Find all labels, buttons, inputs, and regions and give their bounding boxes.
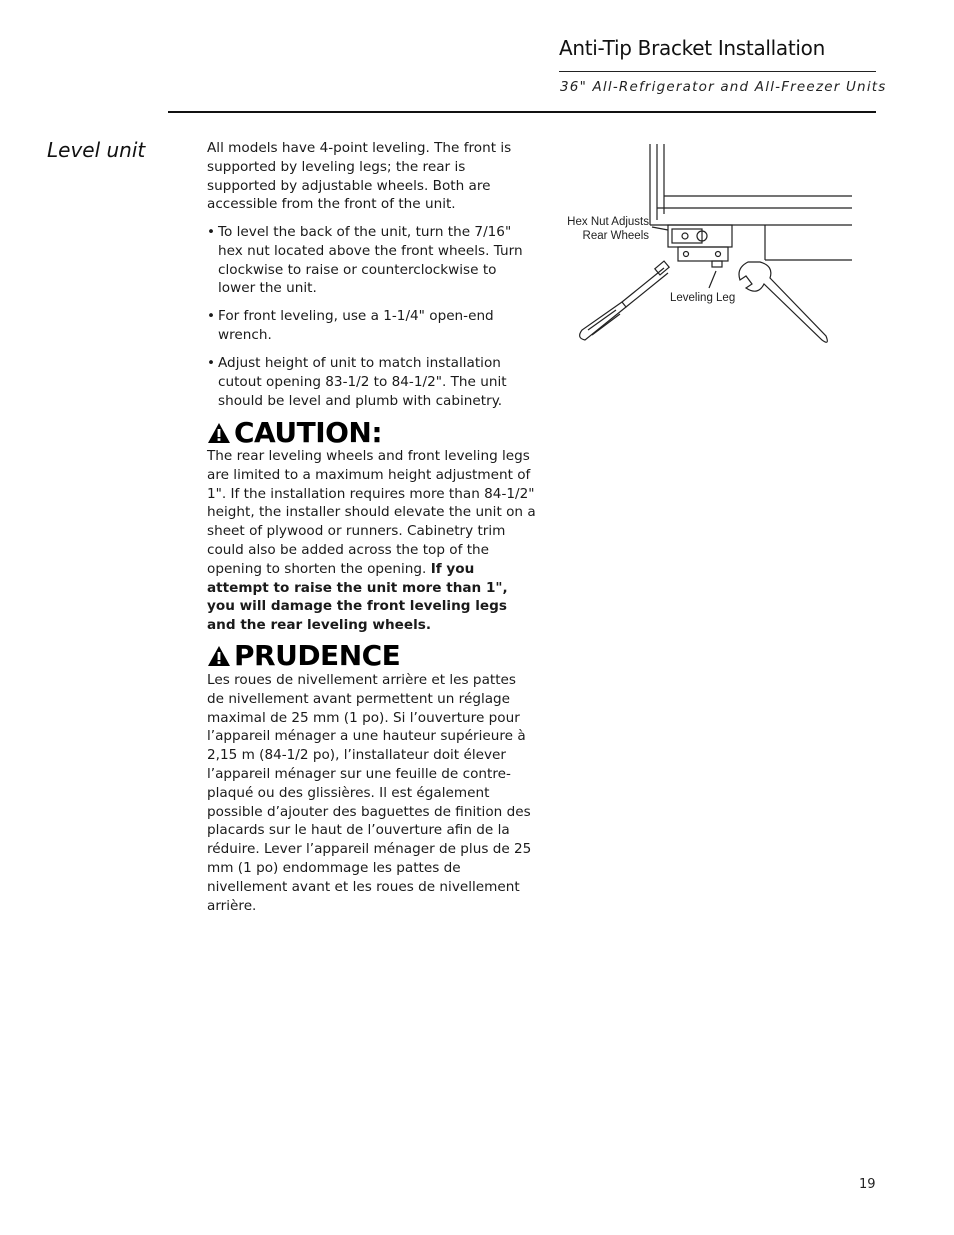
caution-bold-text: If you attempt to raise the unit more than 1", you will damage the front leveling legs and the rear leveling wheels. (207, 560, 508, 634)
leveling-illustration (560, 140, 860, 350)
bullet-symbol: • (207, 355, 216, 371)
figure-label-leveling-leg: Leveling Leg (670, 292, 736, 304)
figure-label-hex-nut-line2: Rear Wheels (582, 229, 649, 242)
header-divider (559, 71, 876, 72)
bullet-text: Adjust height of unit to match installation cutout opening 83-1/2 to 84-1/2". The unit should be level and plumb with cabinetry. (218, 355, 507, 409)
refrigerator-base-drawing (560, 140, 860, 350)
page-header-subtitle: 36" All-Refrigerator and All-Freezer Units (560, 79, 887, 95)
bullet-symbol: • (207, 224, 216, 240)
bullet-text: To level the back of the unit, turn the 7/16" hex nut located above the front wheels. Turn clockwise to raise or counterclockwise to lower the unit. (218, 224, 523, 297)
bullet-symbol: • (207, 308, 216, 324)
warning-triangle-icon (207, 422, 231, 444)
page-header-title: Anti-Tip Bracket Installation (559, 36, 825, 60)
prudence-paragraph: Les roues de nivellement arrière et les pattes de nivellement avant permettent un réglage maximal de 25 mm (1 po). Si l’ouverture pour l’appareil ménager a une hauteur supérieure à 2,15 m (84-1/2 po), l’installateur doit élever l’appareil ménager sur une feuille de contre-plaqué ou des glissières. Il est également possible d’ajouter des baguettes de finition des placards sur le haut de l’ouverture afin de la réduire. Lever l’appareil ménager de plus de 25 mm (1 po) endommage les pattes de nivellement avant et les roues de nivellement arrière. (207, 672, 532, 914)
page-number: 19 (859, 1177, 876, 1192)
prudence-heading-text: PRUDENCE (234, 639, 401, 672)
caution-text: The rear leveling wheels and front leveling legs are limited to a maximum height adjustment of 1". If the installation requires more than 84-1/2" height, the installer should elevate the unit on a sheet of plywood or runners. Cabinetry trim could also be added across the top of the opening to shorten the opening. (207, 448, 536, 577)
intro-paragraph: All models have 4-point leveling. The front is supported by leveling legs; the rear is supported by adjustable wheels. Both are accessible from the front of the unit. (207, 140, 512, 213)
bullet-item (207, 354, 537, 410)
section-title: Level unit (47, 138, 146, 162)
caution-paragraph (207, 447, 537, 635)
bullet-text: For front leveling, use a 1-1/4" open-end wrench. (218, 308, 494, 343)
figure-label-hex-nut-line1: Hex Nut Adjusts (567, 216, 649, 228)
bullet-item (207, 307, 537, 345)
section-divider (168, 111, 876, 113)
warning-triangle-icon (207, 645, 231, 667)
caution-heading-text: CAUTION: (234, 416, 383, 449)
bullet-item (207, 223, 537, 298)
prudence-heading (207, 639, 400, 672)
caution-heading (207, 416, 382, 449)
